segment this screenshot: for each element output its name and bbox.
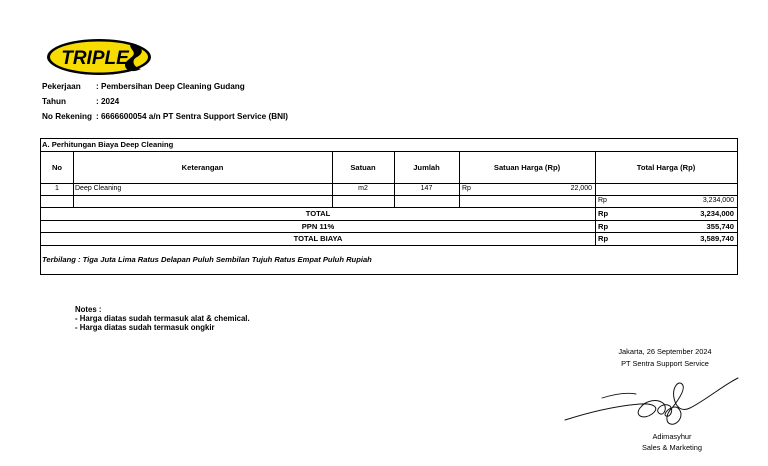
triple-s-logo [45, 37, 153, 77]
summary-grand-rp: Rp [598, 234, 609, 243]
header-jumlah: Jumlah [413, 163, 440, 172]
notes-title: Notes : [75, 305, 102, 314]
info-rekening [42, 112, 288, 121]
summary-grand-label: TOTAL BIAYA [293, 234, 343, 243]
signature-place-date: Jakarta, 26 September 2024 [618, 347, 712, 356]
info-pekerjaan [42, 82, 245, 91]
info-value: : 6666600054 a/n PT Sentra Support Service (BNI) [96, 112, 289, 121]
info-value: : 2024 [96, 97, 120, 106]
info-value: : Pembersihan Deep Cleaning Gudang [96, 82, 245, 91]
summary-ppn-rp: Rp [598, 222, 609, 231]
header-keterangan: Keterangan [181, 163, 224, 172]
info-label: Pekerjaan [42, 82, 81, 91]
row-satuan: m2 [358, 185, 368, 192]
row-harga-satuan: 22,000 [570, 185, 592, 192]
summary-ppn-label: PPN 11% [301, 222, 335, 231]
header-harga-satuan: Satuan Harga (Rp) [493, 163, 561, 172]
signature-company: PT Sentra Support Service [621, 359, 709, 368]
row-total-rp: Rp [598, 197, 607, 204]
info-label: No Rekening [42, 112, 93, 121]
row-keterangan: Deep Cleaning [75, 185, 122, 192]
handwritten-signature [560, 368, 745, 430]
signature-name: Adimasyhur [652, 432, 692, 441]
summary-ppn-value: 355,740 [706, 222, 734, 231]
header-total-harga: Total Harga (Rp) [636, 163, 696, 172]
row-no: 1 [55, 185, 59, 192]
info-tahun [42, 97, 119, 106]
summary-grand-value: 3,589,740 [700, 234, 734, 243]
summary-total-label: TOTAL [305, 209, 331, 218]
row-rp: Rp [462, 185, 471, 192]
note-item: - Harga diatas sudah termasuk ongkir [75, 323, 215, 332]
section-title: A. Perhitungan Biaya Deep Cleaning [42, 140, 174, 149]
note-item: - Harga diatas sudah termasuk alat & chemical. [75, 314, 250, 323]
summary-total-value: 3,234,000 [700, 209, 734, 218]
row-jumlah: 147 [420, 185, 433, 192]
signature-title: Sales & Marketing [642, 443, 702, 452]
summary-total-rp: Rp [598, 209, 609, 218]
terbilang-text: Terbilang : Tiga Juta Lima Ratus Delapan Puluh Sembilan Tujuh Ratus Empat Puluh Rupiah [42, 255, 372, 264]
info-label: Tahun [42, 97, 66, 106]
cost-table [40, 138, 738, 275]
header-satuan: Satuan [350, 163, 376, 172]
svg-text:TRIPLE: TRIPLE [61, 48, 129, 69]
header-no: No [51, 163, 63, 172]
row-total-harga: 3,234,000 [702, 197, 734, 204]
